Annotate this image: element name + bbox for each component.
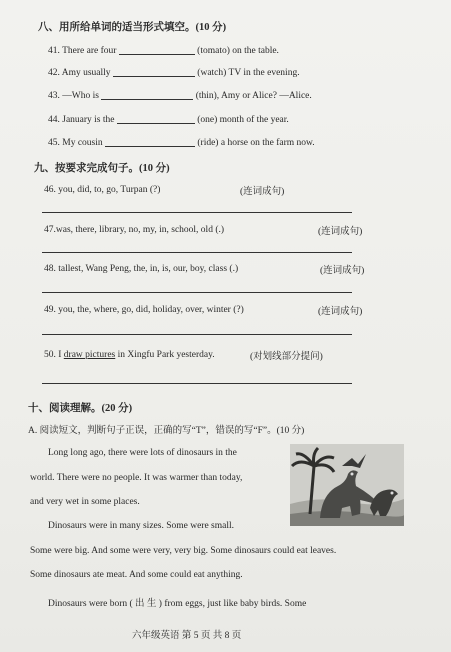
- q42-blank[interactable]: [113, 66, 195, 77]
- q50-hint: (对划线部分提问): [250, 352, 323, 362]
- page-footer: 六年级英语 第 5 页 共 8 页: [132, 631, 242, 641]
- paragraph-line-2: world. There were no people. It was warmer than today,: [30, 473, 243, 483]
- q47-hint: (连词成句): [318, 227, 363, 237]
- paragraph-line-4: Dinosaurs were in many sizes. Some were small.: [48, 521, 234, 531]
- q49-answer-line[interactable]: [42, 334, 352, 335]
- q50-underlined: draw pictures: [63, 350, 116, 360]
- question-44: [48, 113, 289, 125]
- q44-text: 44. January is the: [48, 115, 115, 125]
- paragraph-line-5: Some were big. And some were very, very big. Some dinosaurs could eat leaves.: [30, 546, 337, 556]
- question-45: [48, 136, 315, 148]
- q48-text: 48. tallest, Wang Peng, the, in, is, our, boy, class (.): [44, 264, 239, 274]
- q42-after: (watch) TV in the evening.: [197, 68, 300, 78]
- section-8-title: 八、用所给单词的适当形式填空。(10 分): [38, 22, 227, 33]
- q43-after: (thin), Amy or Alice? —Alice.: [195, 91, 312, 101]
- q41-after: (tomato) on the table.: [197, 46, 279, 56]
- q50-suffix: in Xingfu Park yesterday.: [117, 350, 215, 360]
- q47-text: 47.was, there, library, no, my, in, school, old (.): [44, 225, 225, 235]
- q48-hint: (连词成句): [320, 266, 365, 276]
- section-9-title: 九、按要求完成句子。(10 分): [34, 163, 170, 174]
- question-42: [48, 66, 300, 78]
- q44-after: (one) month of the year.: [197, 115, 289, 125]
- paragraph-line-7: Dinosaurs were born ( 出 生 ) from eggs, just like baby birds. Some: [48, 599, 307, 609]
- q45-after: (ride) a horse on the farm now.: [197, 138, 315, 148]
- paragraph-line-3: and very wet in some places.: [30, 497, 140, 507]
- question-46: [44, 185, 160, 195]
- q42-text: 42. Amy usually: [48, 68, 111, 78]
- q49-hint: (连词成句): [318, 307, 363, 317]
- q47-answer-line[interactable]: [42, 252, 352, 253]
- q46-answer-line[interactable]: [42, 212, 352, 213]
- part-a-instructions: A. 阅读短文，判断句子正误，正确的写“T”，错误的写“F”。(10 分): [28, 426, 305, 436]
- q43-blank[interactable]: [101, 89, 193, 100]
- q46-hint: (连词成句): [240, 187, 285, 197]
- question-49: [44, 305, 244, 315]
- question-47: [44, 225, 224, 235]
- paragraph-line-6: Some dinosaurs ate meat. And some could eat anything.: [30, 570, 243, 580]
- q45-blank[interactable]: [105, 136, 195, 147]
- question-41: [48, 44, 279, 56]
- q50-answer-line[interactable]: [42, 383, 352, 384]
- paragraph-line-1: Long long ago, there were lots of dinosaurs in the: [48, 448, 237, 458]
- q50-prefix: 50. I: [44, 350, 62, 360]
- question-48: [44, 264, 238, 274]
- q44-blank[interactable]: [117, 113, 195, 124]
- q48-answer-line[interactable]: [42, 292, 352, 293]
- question-50: [44, 350, 215, 360]
- dinosaur-illustration: [290, 444, 404, 526]
- q43-text: 43. —Who is: [48, 91, 99, 101]
- q45-text: 45. My cousin: [48, 138, 103, 148]
- question-43: [48, 89, 312, 101]
- q46-text: 46. you, did, to, go, Turpan (?): [44, 185, 161, 195]
- section-10-title: 十、阅读理解。(20 分): [28, 403, 133, 414]
- q41-text: 41. There are four: [48, 46, 117, 56]
- q49-text: 49. you, the, where, go, did, holiday, over, winter (?): [44, 305, 244, 315]
- q41-blank[interactable]: [119, 44, 195, 55]
